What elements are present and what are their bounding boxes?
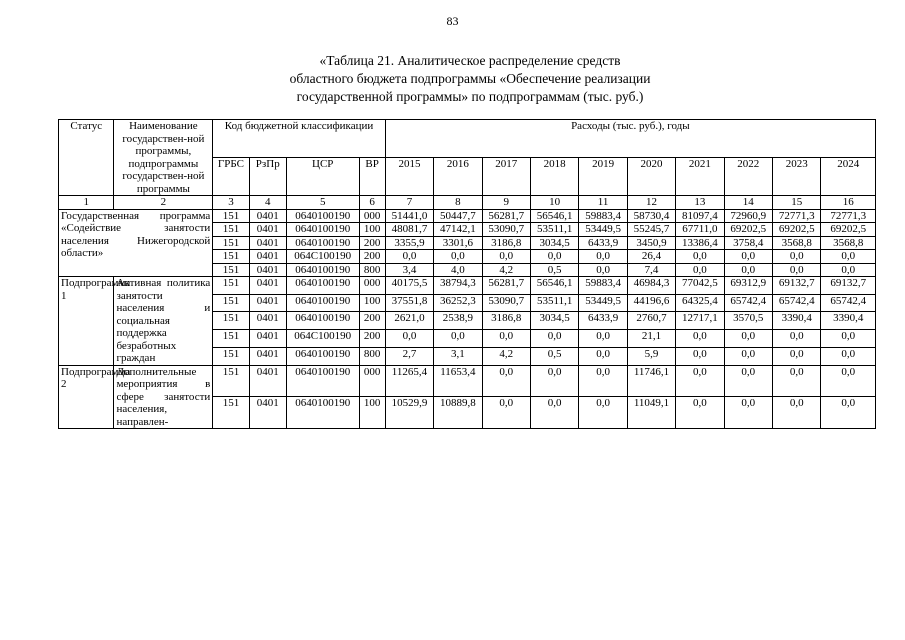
expense-value: 58730,4 (627, 209, 675, 223)
expense-value: 65742,4 (773, 294, 821, 312)
expense-value: 0,0 (676, 330, 724, 348)
subprogram-status: Подпрограмма 1 (59, 277, 114, 366)
expense-value: 0,0 (434, 250, 482, 264)
column-number: 13 (676, 196, 724, 210)
expense-value: 53090,7 (482, 294, 530, 312)
column-number: 6 (359, 196, 385, 210)
header-year: 2016 (434, 158, 482, 196)
column-number: 4 (249, 196, 286, 210)
header-year: 2020 (627, 158, 675, 196)
header-year: 2024 (821, 158, 876, 196)
code-csr: 0640100190 (286, 223, 359, 237)
expense-value: 69132,7 (773, 277, 821, 295)
expense-value: 0,0 (773, 250, 821, 264)
expense-value: 0,0 (579, 263, 627, 277)
expense-value: 4,0 (434, 263, 482, 277)
expense-value: 69312,9 (724, 277, 772, 295)
expense-value: 0,0 (821, 365, 876, 397)
title-line: государственной программы» по подпрограммам (тыс. руб.) (296, 89, 644, 104)
code-grbs: 151 (213, 312, 249, 330)
expense-value: 3034,5 (530, 312, 578, 330)
expense-value: 48081,7 (385, 223, 433, 237)
expense-value: 36252,3 (434, 294, 482, 312)
header-year: 2018 (530, 158, 578, 196)
expense-value: 53449,5 (579, 294, 627, 312)
expense-value: 59883,4 (579, 277, 627, 295)
code-rzpr: 0401 (249, 277, 286, 295)
expense-value: 69202,5 (773, 223, 821, 237)
expense-value: 0,0 (482, 250, 530, 264)
expense-value: 3390,4 (773, 312, 821, 330)
code-csr: 0640100190 (286, 209, 359, 223)
column-number: 5 (286, 196, 359, 210)
code-rzpr: 0401 (249, 209, 286, 223)
expense-value: 0,0 (821, 397, 876, 429)
expense-value: 3301,6 (434, 236, 482, 250)
code-rzpr: 0401 (249, 223, 286, 237)
expense-value: 67711,0 (676, 223, 724, 237)
code-vr: 800 (359, 347, 385, 365)
title-line: «Таблица 21. Аналитическое распределение средств (319, 53, 621, 68)
expense-value: 0,0 (482, 397, 530, 429)
header-year: 2017 (482, 158, 530, 196)
code-csr: 0640100190 (286, 263, 359, 277)
expense-value: 3568,8 (821, 236, 876, 250)
expense-value: 53511,1 (530, 223, 578, 237)
column-number: 11 (579, 196, 627, 210)
expense-value: 0,0 (821, 250, 876, 264)
code-rzpr: 0401 (249, 347, 286, 365)
expense-value: 53090,7 (482, 223, 530, 237)
expense-value: 65742,4 (724, 294, 772, 312)
code-grbs: 151 (213, 250, 249, 264)
code-vr: 200 (359, 236, 385, 250)
expense-value: 2760,7 (627, 312, 675, 330)
header-rzpr: РзПр (249, 158, 286, 196)
expense-value: 0,0 (579, 365, 627, 397)
expense-value: 3,1 (434, 347, 482, 365)
code-rzpr: 0401 (249, 312, 286, 330)
expense-value: 7,4 (627, 263, 675, 277)
title-line: областного бюджета подпрограммы «Обеспечение реализации (289, 71, 651, 86)
expense-value: 69202,5 (724, 223, 772, 237)
code-csr: 0640100190 (286, 365, 359, 397)
column-number-row (59, 196, 876, 210)
code-csr: 0640100190 (286, 277, 359, 295)
expense-value: 0,0 (385, 330, 433, 348)
table-row (59, 277, 876, 295)
expense-value: 56281,7 (482, 209, 530, 223)
expense-value: 0,0 (676, 250, 724, 264)
expense-value: 0,0 (579, 330, 627, 348)
expense-value: 0,0 (773, 365, 821, 397)
expense-value: 77042,5 (676, 277, 724, 295)
code-csr: 0640100190 (286, 312, 359, 330)
expense-value: 5,9 (627, 347, 675, 365)
expense-value: 0,0 (773, 263, 821, 277)
header-kbk: Код бюджетной классификации (213, 120, 385, 158)
column-number: 1 (59, 196, 114, 210)
code-grbs: 151 (213, 347, 249, 365)
header-year: 2021 (676, 158, 724, 196)
header-grbs: ГРБС (213, 158, 249, 196)
expense-value: 6433,9 (579, 312, 627, 330)
expense-value: 0,0 (821, 263, 876, 277)
expense-value: 65742,4 (821, 294, 876, 312)
header-vr: ВР (359, 158, 385, 196)
expense-value: 47142,1 (434, 223, 482, 237)
column-number: 10 (530, 196, 578, 210)
expense-value: 0,0 (482, 330, 530, 348)
expense-value: 72771,3 (773, 209, 821, 223)
expense-value: 0,0 (676, 397, 724, 429)
expense-value: 3,4 (385, 263, 433, 277)
code-vr: 100 (359, 397, 385, 429)
expense-value: 56546,1 (530, 277, 578, 295)
header-year: 2023 (773, 158, 821, 196)
code-vr: 100 (359, 294, 385, 312)
expense-value: 0,0 (724, 250, 772, 264)
expense-value: 11265,4 (385, 365, 433, 397)
code-grbs: 151 (213, 294, 249, 312)
code-grbs: 151 (213, 397, 249, 429)
expense-value: 3758,4 (724, 236, 772, 250)
expense-value: 0,0 (724, 347, 772, 365)
expense-value: 0,5 (530, 347, 578, 365)
code-grbs: 151 (213, 209, 249, 223)
table-title (120, 52, 820, 106)
expense-value: 0,0 (482, 365, 530, 397)
expense-value: 0,0 (773, 397, 821, 429)
expense-value: 0,0 (724, 365, 772, 397)
expense-value: 0,0 (530, 250, 578, 264)
code-csr: 0640100190 (286, 236, 359, 250)
code-vr: 000 (359, 365, 385, 397)
expense-value: 11746,1 (627, 365, 675, 397)
code-rzpr: 0401 (249, 294, 286, 312)
code-csr: 0640100190 (286, 397, 359, 429)
expense-value: 55245,7 (627, 223, 675, 237)
expense-value: 0,0 (724, 397, 772, 429)
column-number: 14 (724, 196, 772, 210)
code-vr: 100 (359, 223, 385, 237)
program-status-name: Государственная программа «Содействие занятости населения Нижегородской области» (59, 209, 213, 277)
header-status: Статус (59, 120, 114, 196)
expense-value: 0,5 (530, 263, 578, 277)
column-number: 15 (773, 196, 821, 210)
header-expenses: Расходы (тыс. руб.), годы (385, 120, 875, 158)
code-rzpr: 0401 (249, 263, 286, 277)
expense-value: 11049,1 (627, 397, 675, 429)
column-number: 9 (482, 196, 530, 210)
column-number: 8 (434, 196, 482, 210)
expense-value: 56281,7 (482, 277, 530, 295)
table-row (59, 209, 876, 223)
expense-value: 0,0 (821, 347, 876, 365)
expense-value: 0,0 (724, 330, 772, 348)
code-grbs: 151 (213, 330, 249, 348)
column-number: 2 (114, 196, 213, 210)
code-rzpr: 0401 (249, 250, 286, 264)
expense-value: 0,0 (773, 347, 821, 365)
expense-value: 10889,8 (434, 397, 482, 429)
expense-value: 72960,9 (724, 209, 772, 223)
expense-value: 0,0 (530, 397, 578, 429)
expense-value: 0,0 (385, 250, 433, 264)
expense-value: 0,0 (821, 330, 876, 348)
code-csr: 064C100190 (286, 330, 359, 348)
expense-value: 3186,8 (482, 236, 530, 250)
expense-value: 0,0 (579, 397, 627, 429)
expense-value: 21,1 (627, 330, 675, 348)
expense-value: 59883,4 (579, 209, 627, 223)
code-rzpr: 0401 (249, 365, 286, 397)
page-number: 83 (446, 14, 459, 28)
code-grbs: 151 (213, 365, 249, 397)
expense-value: 12717,1 (676, 312, 724, 330)
expense-value: 0,0 (773, 330, 821, 348)
code-vr: 000 (359, 277, 385, 295)
expense-value: 0,0 (676, 365, 724, 397)
code-vr: 800 (359, 263, 385, 277)
expense-value: 10529,9 (385, 397, 433, 429)
expense-value: 0,0 (434, 330, 482, 348)
header-year: 2022 (724, 158, 772, 196)
expense-value: 56546,1 (530, 209, 578, 223)
expense-value: 2621,0 (385, 312, 433, 330)
column-number: 3 (213, 196, 249, 210)
expense-value: 3390,4 (821, 312, 876, 330)
expense-value: 53511,1 (530, 294, 578, 312)
code-csr: 0640100190 (286, 347, 359, 365)
expense-value: 81097,4 (676, 209, 724, 223)
column-number: 12 (627, 196, 675, 210)
header-year: 2015 (385, 158, 433, 196)
expense-value: 3034,5 (530, 236, 578, 250)
expense-value: 50447,7 (434, 209, 482, 223)
code-grbs: 151 (213, 277, 249, 295)
code-rzpr: 0401 (249, 330, 286, 348)
expense-value: 0,0 (579, 250, 627, 264)
code-rzpr: 0401 (249, 397, 286, 429)
expense-value: 0,0 (579, 347, 627, 365)
subprogram-status: Подпрограмма 2 (59, 365, 114, 429)
expense-value: 38794,3 (434, 277, 482, 295)
header-year: 2019 (579, 158, 627, 196)
code-vr: 000 (359, 209, 385, 223)
expense-value: 2,7 (385, 347, 433, 365)
column-number: 16 (821, 196, 876, 210)
expense-value: 64325,4 (676, 294, 724, 312)
code-grbs: 151 (213, 236, 249, 250)
code-vr: 200 (359, 250, 385, 264)
code-grbs: 151 (213, 223, 249, 237)
expense-value: 46984,3 (627, 277, 675, 295)
expense-value: 0,0 (676, 263, 724, 277)
expense-value: 0,0 (724, 263, 772, 277)
expense-value: 44196,6 (627, 294, 675, 312)
expense-value: 3570,5 (724, 312, 772, 330)
expense-value: 6433,9 (579, 236, 627, 250)
code-grbs: 151 (213, 263, 249, 277)
expense-value: 26,4 (627, 250, 675, 264)
expense-value: 37551,8 (385, 294, 433, 312)
code-vr: 200 (359, 330, 385, 348)
expense-value: 3355,9 (385, 236, 433, 250)
subprogram-name: Активная политика занятости населения и социальная поддержка безработных граждан (114, 277, 213, 366)
code-rzpr: 0401 (249, 236, 286, 250)
expense-value: 3568,8 (773, 236, 821, 250)
expense-value: 4,2 (482, 347, 530, 365)
table-body (59, 196, 876, 429)
table-row (59, 365, 876, 397)
expense-value: 0,0 (676, 347, 724, 365)
expense-value: 13386,4 (676, 236, 724, 250)
expense-value: 2538,9 (434, 312, 482, 330)
expense-value: 4,2 (482, 263, 530, 277)
expense-value: 72771,3 (821, 209, 876, 223)
expense-value: 0,0 (530, 365, 578, 397)
expense-value: 40175,5 (385, 277, 433, 295)
subprogram-name: Дополнительные мероприятия в сфере занятости населения, направлен- (114, 365, 213, 429)
header-name: Наименование государствен-ной программы, подпрограммы государствен-ной программы (114, 120, 213, 196)
code-csr: 064C100190 (286, 250, 359, 264)
expense-value: 0,0 (530, 330, 578, 348)
code-vr: 200 (359, 312, 385, 330)
expense-value: 3450,9 (627, 236, 675, 250)
expense-value: 69202,5 (821, 223, 876, 237)
expense-value: 53449,5 (579, 223, 627, 237)
header-csr: ЦСР (286, 158, 359, 196)
budget-table (58, 119, 876, 429)
column-number: 7 (385, 196, 433, 210)
expense-value: 69132,7 (821, 277, 876, 295)
expense-value: 3186,8 (482, 312, 530, 330)
expense-value: 51441,0 (385, 209, 433, 223)
code-csr: 0640100190 (286, 294, 359, 312)
expense-value: 11653,4 (434, 365, 482, 397)
